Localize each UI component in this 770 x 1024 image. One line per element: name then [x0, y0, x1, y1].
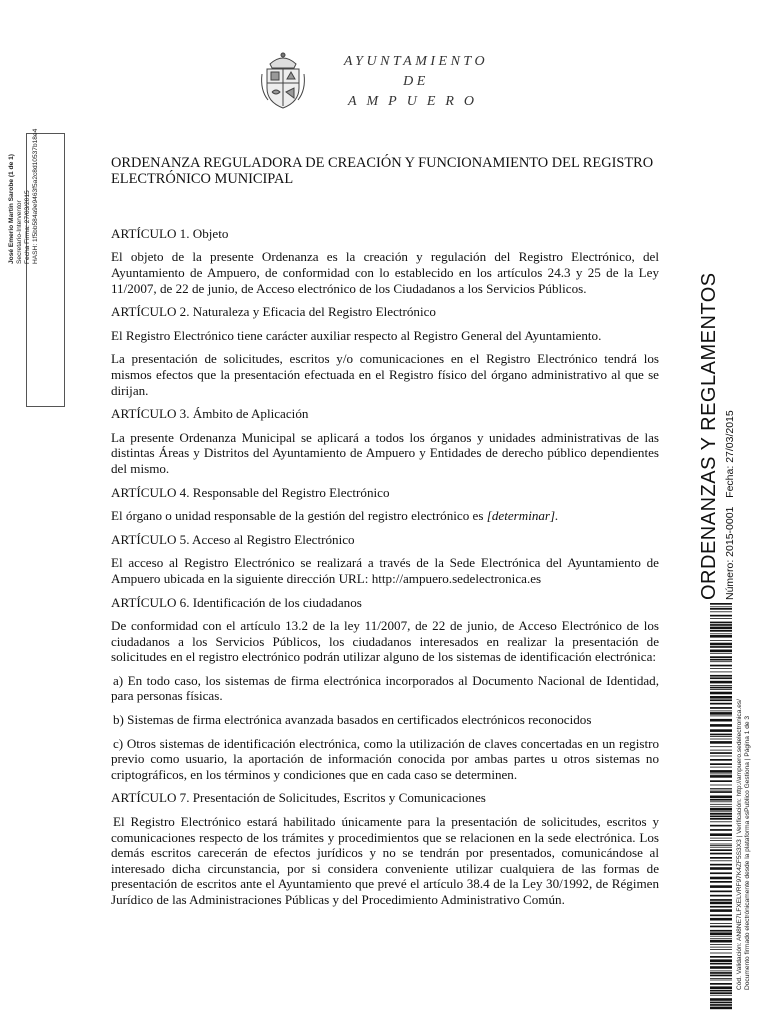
platform-text: Documento firmado electrónicamente desde la plataforma esPublico Gestiona | Página 1 de 3 — [744, 715, 752, 990]
validation-code: Cód. Validación: AN8NE7LFXELVRF97K4ZF5S3X3 | Verificación: http://ampuero.sedelectronica.es/ — [736, 698, 743, 990]
town-line: AMPUERO — [347, 94, 485, 109]
article-heading: ARTÍCULO 4. Responsable del Registro Electrónico — [111, 484, 390, 500]
article-heading: ARTÍCULO 7. Presentación de Solicitudes, Escritos y Comunicaciones — [111, 790, 486, 806]
signature-text — [8, 2, 40, 264]
document-title: ORDENANZA REGULADORA DE CREACIÓN Y FUNCIONAMIENTO DEL REGISTRO ELECTRÓNICO MUNICIPAL — [111, 155, 654, 188]
placeholder-text: [determinar]. — [486, 508, 559, 524]
paragraph-text: El órgano o unidad responsable de la gestión del registro electrónico es — [111, 508, 484, 524]
barcode-icon — [710, 603, 732, 1010]
signature-hash: HASH: 1f5bb584a9e9463f5a2c8d10537b18e4 — [32, 128, 39, 264]
town-name — [336, 52, 496, 112]
article-heading: ARTÍCULO 5. Acceso al Registro Electrónico — [111, 531, 355, 547]
stamp-date: Fecha: 27/03/2015 — [724, 410, 736, 498]
article-heading: ARTÍCULO 3. Ámbito de Aplicación — [111, 406, 309, 422]
paragraph: La presente Ordenanza Municipal se aplicará a todos los órganos y unidades administrativas de las distintas Áreas y Distritos del Ayuntamiento de Ampuero y Entidades de derecho público dependientes del mismo. — [111, 429, 659, 476]
stamp-category: ORDENANZAS Y REGLAMENTOS — [698, 272, 720, 600]
list-item: a) En todo caso, los sistemas de firma electrónica incorporados al Documento Nacional de Identidad, para personas físicas. — [111, 672, 659, 704]
town-line: AYUNTAMIENTO — [343, 54, 489, 69]
town-line: DE — [403, 74, 429, 89]
article-heading: ARTÍCULO 1. Objeto — [111, 225, 229, 241]
signature-date: Fecha Firma: 27/03/2015 — [24, 190, 31, 264]
stamp-number: Número: 2015-0001 — [724, 506, 736, 600]
validation-text — [736, 699, 753, 990]
paragraph — [111, 508, 659, 524]
paragraph: El objeto de la presente Ordenanza es la creación y regulación del Registro Electrónico, del Ayuntamiento de Ampuero, de conformidad con lo establecido en los artículos 24.3 y 25 de la Ley 11/2007, de 22 de junio, de Acceso electrónico de los Ciudadanos a los Servicios Públicos. — [111, 249, 659, 296]
paragraph: El Registro Electrónico tiene carácter auxiliar respecto al Registro General del Ayuntamiento. — [111, 327, 602, 343]
signer-role: Secretario-Interventor — [16, 200, 23, 264]
paragraph: El Registro Electrónico estará habilitado únicamente para la presentación de solicitudes, escritos y comunicaciones respecto de los trámites y procedimientos que se relacionen en la sede electrónica. Los demás escritos carecerán de efectos jurídicos y no se tendrán por presentados, comunicándose al interesado dicha circunstancia, por si considera conveniente utilizar cualquiera de las formas de presentación de escritos ante el Ayuntamiento que prevé el artículo 38.4 de la Ley 30/1992, de Régimen Jurídico de las Administraciones Públicas y del Procedimiento Administrativo Común. — [111, 814, 659, 907]
list-item: b) Sistemas de firma electrónica avanzada basados en certificados electrónicos reconocidos — [113, 712, 592, 728]
paragraph: El acceso al Registro Electrónico se realizará a través de la Sede Electrónica del Ayuntamiento de Ampuero ubicada en la siguiente dirección URL: http://ampuero.sedelectronica.es — [111, 555, 659, 586]
paragraph: La presentación de solicitudes, escritos y/o comunicaciones en el Registro Electrónico tendrá los mismos efectos que la presentación efectuada en el Registro físico del órgano administrativo al que se dirijan. — [111, 351, 659, 398]
list-item: c) Otros sistemas de identificación electrónica, como la utilización de claves concertadas en un registro previo como usuario, la aportación de información conocida por ambas partes u otros sistemas no criptográficos, en los términos y condiciones que en cada caso se determinen. — [111, 735, 659, 782]
signer-name: José Emerio Martín Sarobe (1 de 1) — [8, 154, 15, 264]
article-heading: ARTÍCULO 6. Identificación de los ciudadanos — [111, 594, 362, 610]
document-body — [111, 155, 659, 916]
coat-of-arms-icon — [258, 50, 308, 112]
stamp-number-date — [723, 410, 737, 600]
article-heading: ARTÍCULO 2. Naturaleza y Eficacia del Registro Electrónico — [111, 304, 436, 320]
paragraph: De conformidad con el artículo 13.2 de la ley 11/2007, de 22 de junio, de Acceso Electrónico de los ciudadanos a los Servicios Públicos, los ciudadanos interesados en realizar la presentación de solicitudes en el registro electrónico podrán utilizar alguno de los sistemas de identificación electrónica: — [111, 618, 659, 665]
